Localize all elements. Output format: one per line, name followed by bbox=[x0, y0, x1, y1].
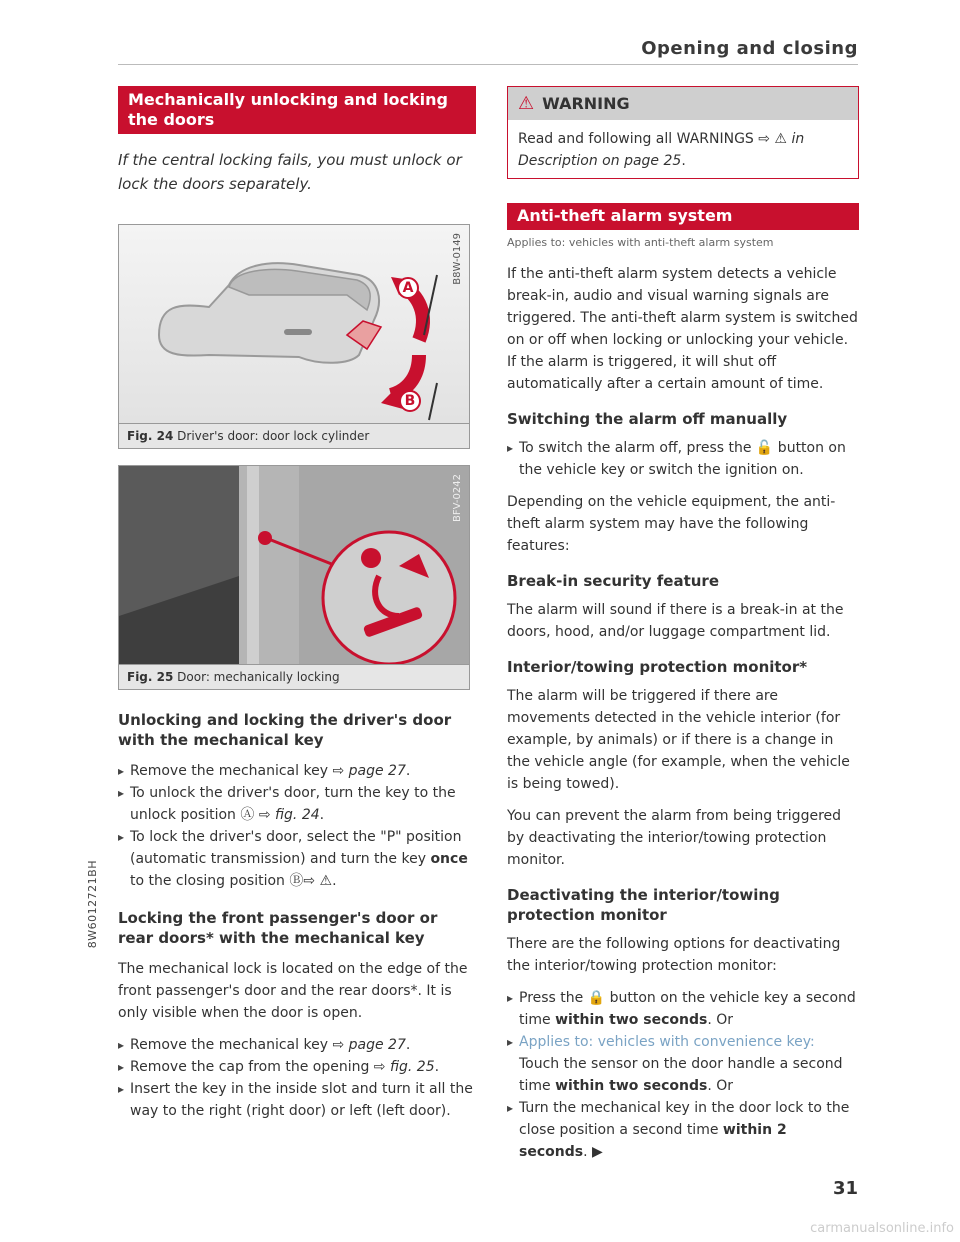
warning-body: Read and following all WARNINGS ⇨ ⚠ in Description on page 25. bbox=[518, 131, 805, 169]
prevent-body: You can prevent the alarm from being triggered by deactivating the interior/towing protection monitor. bbox=[507, 808, 842, 868]
sec1-list bbox=[118, 760, 476, 892]
page-link[interactable]: ⇨ page 27 bbox=[332, 1037, 406, 1053]
sec2-title: Locking the front passenger's door or rear doors* with the mechanical key bbox=[118, 909, 438, 947]
interior-body: The alarm will be triggered if there are movements detected in the vehicle interior (for example, by animals) or if there is a change in the vehicle angle (for example, when the vehicle is being towed). bbox=[507, 688, 850, 792]
deact-list bbox=[507, 987, 859, 1163]
switch-title: Switching the alarm off manually bbox=[507, 410, 788, 428]
list-item: ▸ Insert the key in the inside slot and turn it all the way to the right (right door) or left (left door). bbox=[118, 1078, 476, 1122]
header-divider bbox=[118, 64, 858, 65]
intro-text: If the central locking fails, you must unlock or lock the doors separately. bbox=[118, 151, 462, 193]
sec2-list bbox=[118, 1034, 476, 1122]
section-heading-alarm: Anti-theft alarm system bbox=[507, 203, 859, 230]
applies-note: Applies to: vehicles with anti-theft alarm system bbox=[507, 236, 774, 249]
breakin-title: Break-in security feature bbox=[507, 572, 719, 590]
figure-24-label: Fig. 24 bbox=[127, 429, 174, 443]
warning-title: WARNING bbox=[542, 94, 630, 113]
figure-25-caption-text: Door: mechanically locking bbox=[177, 670, 340, 684]
warning-header bbox=[508, 87, 858, 120]
list-item: ▸ To lock the driver's door, select the "P" position (automatic transmission) and turn the key once to the closing position Ⓑ⇨ ⚠. bbox=[118, 826, 476, 892]
figure-25 bbox=[118, 465, 470, 690]
section-heading-mechanical-unlock: Mechanically unlocking and locking the doors bbox=[118, 86, 476, 134]
figure-24-caption bbox=[119, 423, 469, 448]
document-code: 8W6012721BH bbox=[86, 860, 99, 949]
list-item: ▸ To unlock the driver's door, turn the key to the unlock position Ⓐ ⇨ fig. 24. bbox=[118, 782, 476, 826]
list-item: ▸ Remove the cap from the opening ⇨ fig. 25. bbox=[118, 1056, 476, 1078]
deact-title: Deactivating the interior/towing protection monitor bbox=[507, 886, 780, 924]
sec2-body: The mechanical lock is located on the edge of the front passenger's door and the rear doors*. It is only visible when the door is open. bbox=[118, 961, 468, 1021]
warning-box bbox=[507, 86, 859, 179]
list-item: ▸ Remove the mechanical key ⇨ page 27. bbox=[118, 1034, 476, 1056]
left-column bbox=[118, 86, 476, 1122]
page-link[interactable]: ⇨ page 27 bbox=[332, 763, 406, 779]
figure-link[interactable]: ⇨ fig. 25 bbox=[373, 1059, 435, 1075]
figure-25-code: BFV-0242 bbox=[452, 474, 463, 522]
interior-title: Interior/towing protection monitor* bbox=[507, 658, 808, 676]
warning-triangle-icon: ⚠ bbox=[518, 93, 535, 114]
figure-25-caption bbox=[119, 664, 469, 689]
page-header-title: Opening and closing bbox=[641, 38, 858, 59]
figure-24-code: B8W-0149 bbox=[452, 233, 463, 285]
page-number: 31 bbox=[832, 1178, 858, 1199]
deact-body: There are the following options for deactivating the interior/towing protection monitor: bbox=[507, 936, 841, 974]
convenience-key-note: Applies to: vehicles with convenience key: bbox=[519, 1034, 815, 1050]
figure-24-caption-text: Driver's door: door lock cylinder bbox=[177, 429, 370, 443]
figure-24-image bbox=[119, 225, 469, 423]
door-lock-photo bbox=[119, 466, 469, 664]
alarm-body: If the anti-theft alarm system detects a vehicle break-in, audio and visual warning signals are triggered. The anti-theft alarm system is switched on or off when locking or unlocking your vehicle. If the alarm is triggered, it will shut off automatically after a certain amount of time. bbox=[507, 266, 858, 392]
list-item: ▸ To switch the alarm off, press the 🔓 button on the vehicle key or switch the ignition on. bbox=[507, 437, 859, 481]
figure-24 bbox=[118, 224, 470, 449]
figure-25-image bbox=[119, 466, 469, 664]
sec1-title: Unlocking and locking the driver's door with the mechanical key bbox=[118, 711, 452, 749]
marker-b: B bbox=[399, 390, 421, 412]
list-item: ▸ Turn the mechanical key in the door lock to the close position a second time within 2 seconds. ▶ bbox=[507, 1097, 859, 1163]
right-column bbox=[507, 86, 859, 1163]
figure-25-label: Fig. 25 bbox=[127, 670, 174, 684]
list-item: ▸ Remove the mechanical key ⇨ page 27. bbox=[118, 760, 476, 782]
list-item: ▸ Applies to: vehicles with convenience key: Touch the sensor on the door handle a second time within two seconds. Or bbox=[507, 1031, 859, 1097]
breakin-body: The alarm will sound if there is a break-in at the doors, hood, and/or luggage compartment lid. bbox=[507, 602, 844, 640]
list-item: ▸ Press the 🔒 button on the vehicle key a second time within two seconds. Or bbox=[507, 987, 859, 1031]
warning-link[interactable]: in Description on page 25 bbox=[518, 131, 805, 169]
switch-list bbox=[507, 437, 859, 481]
marker-a: A bbox=[397, 277, 419, 299]
depending-text: Depending on the vehicle equipment, the anti-theft alarm system may have the following features: bbox=[507, 494, 836, 554]
figure-link[interactable]: ⇨ fig. 24 bbox=[258, 807, 320, 823]
watermark: carmanualsonline.info bbox=[810, 1221, 954, 1236]
